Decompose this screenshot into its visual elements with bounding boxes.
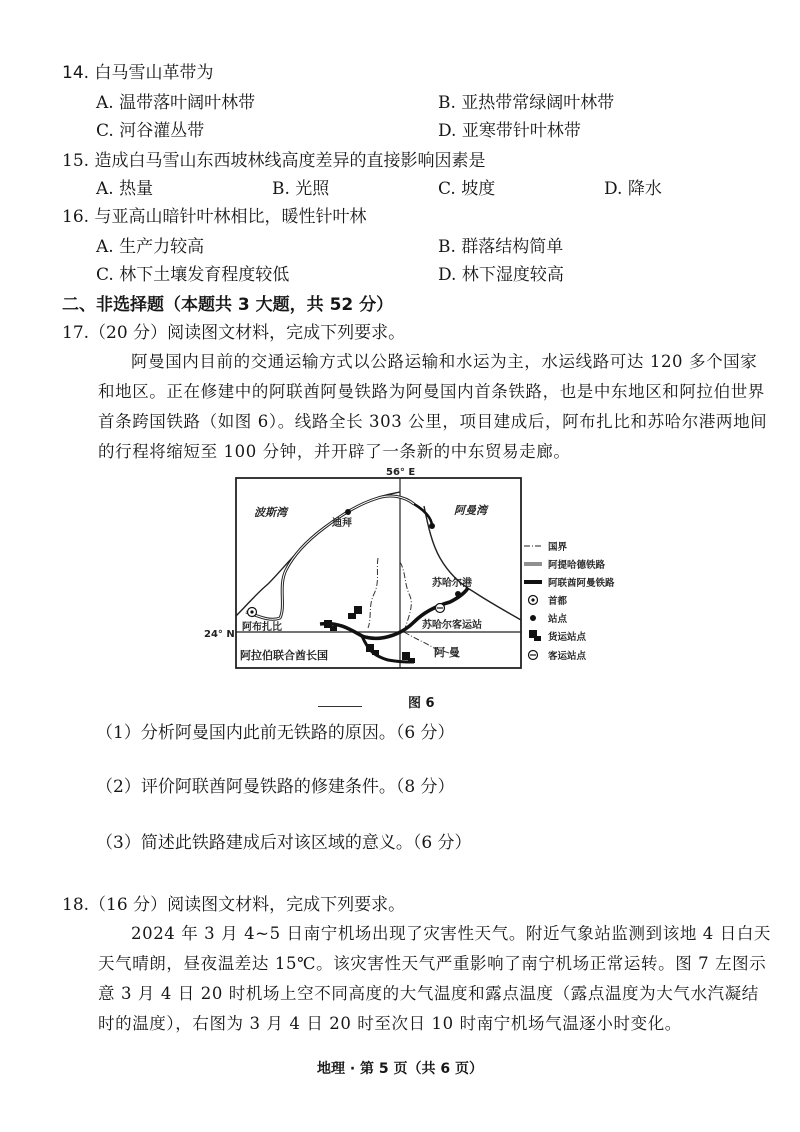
page-footer: 地理 · 第 5 页（共 6 页）: [316, 1061, 484, 1077]
legend-capital-icon-dot: [531, 598, 534, 601]
q15-option-a: A. 热量: [96, 179, 154, 199]
station-icon-sohar: [455, 591, 461, 597]
country-label-oman: 阿 曼: [434, 646, 460, 659]
sea-label-persian-gulf: 波斯湾: [254, 506, 287, 519]
station-icon-north: [429, 523, 435, 529]
figure-6-map: [204, 466, 788, 696]
legend-label-2: 阿联酋阿曼铁路: [548, 578, 615, 589]
q17-stem: 17.（20 分）阅读图文材料，完成下列要求。: [62, 323, 406, 343]
q14-stem: 14. 白马雪山革带为: [62, 63, 214, 83]
country-label-uae: 阿拉伯联合酋长国: [240, 649, 328, 662]
map-legend: [524, 541, 615, 662]
q14-option-c: C. 河谷灌丛带: [96, 121, 205, 141]
legend-label-1: 阿提哈德铁路: [548, 560, 606, 571]
q16-option-c: C. 林下土壤发育程度较低: [96, 265, 290, 285]
q16-option-b: B. 群落结构简单: [438, 237, 564, 257]
q16-option-d: D. 林下湿度较高: [438, 265, 564, 285]
legend-label-3: 首都: [548, 596, 568, 607]
legend-label-5: 货运站点: [548, 632, 587, 643]
caption-rule: [318, 706, 362, 707]
q14-option-b: B. 亚热带常绿阔叶林带: [438, 93, 615, 113]
station-icon: [345, 509, 351, 515]
sea-label-gulf-of-oman: 阿曼湾: [454, 504, 487, 517]
q15-stem: 15. 造成白马雪山东西坡林线高度差异的直接影响因素是: [62, 151, 486, 171]
station-label-sohar-passenger: 苏哈尔客运站: [422, 620, 482, 631]
q15-option-c: C. 坡度: [438, 179, 496, 199]
q15-option-d: D. 降水: [604, 179, 662, 199]
q18-stem: 18.（16 分）阅读图文材料，完成下列要求。: [62, 895, 406, 915]
legend-station-icon: [530, 615, 536, 621]
legend-label-0: 国界: [548, 542, 568, 553]
q16-stem: 16. 与亚高山暗针叶林相比，暖性针叶林: [62, 207, 367, 227]
q18-material: [98, 919, 774, 1039]
legend-label-6: 客运站点: [548, 651, 587, 662]
city-label-abudhabi: 阿布扎比: [242, 622, 282, 633]
q14-option-d: D. 亚寒带针叶林带: [438, 121, 581, 141]
q16-option-a: A. 生产力较高: [96, 237, 205, 257]
section-heading: 二、非选择题（本题共 3 大题，共 52 分）: [62, 295, 394, 315]
q17-material: [98, 347, 774, 467]
q17-material-text: 阿曼国内目前的交通运输方式以公路运输和水运为主，水运线路可达 120 多个国家和地区。正在修建中的阿联酋阿曼铁路为阿曼国内首条铁路，也是中东地区和阿拉伯世界首条跨国铁路（如图 6）。线路全长 303 公里，项目建成后，阿布扎比和苏哈尔港两地间的行程将缩短至 100 分钟，并开辟了一条新的中东贸易走廊。: [98, 352, 768, 461]
q17-sub3: （3）简述此铁路建成后对该区域的意义。（6 分）: [96, 833, 472, 853]
map-latitude-label: 24° N: [204, 629, 235, 640]
q17-sub2: （2）评价阿联酋阿曼铁路的修建条件。（8 分）: [96, 777, 455, 797]
map-longitude-label: 56° E: [386, 467, 416, 478]
city-label-dubai: 迪拜: [332, 518, 352, 529]
figure-caption: 图 6: [408, 696, 435, 711]
q14-option-a: A. 温带落叶阔叶林带: [96, 93, 256, 113]
legend-freight-station-icon: [529, 630, 541, 641]
capital-icon-dot: [250, 610, 253, 613]
q15-option-b: B. 光照: [272, 179, 330, 199]
map-svg: [204, 466, 788, 696]
q18-material-text: 2024 年 3 月 4~5 日南宁机场出现了灾害性天气。附近气象站监测到该地 4 日白天天气晴朗，昼夜温差达 15℃。该灾害性天气严重影响了南宁机场正常运转。图 7 左图示意 3 月 4 日 20 时机场上空不同高度的大气温度和露点温度（露点温度为大气水汽凝结时的温度），右图为 3 月 4 日 20 时至次日 10 时南宁机场气温逐小时变化。: [98, 924, 772, 1033]
legend-label-4: 站点: [548, 614, 568, 625]
port-label-sohar: 苏哈尔港: [432, 578, 472, 589]
q17-sub1: （1）分析阿曼国内此前无铁路的原因。（6 分）: [96, 723, 455, 743]
